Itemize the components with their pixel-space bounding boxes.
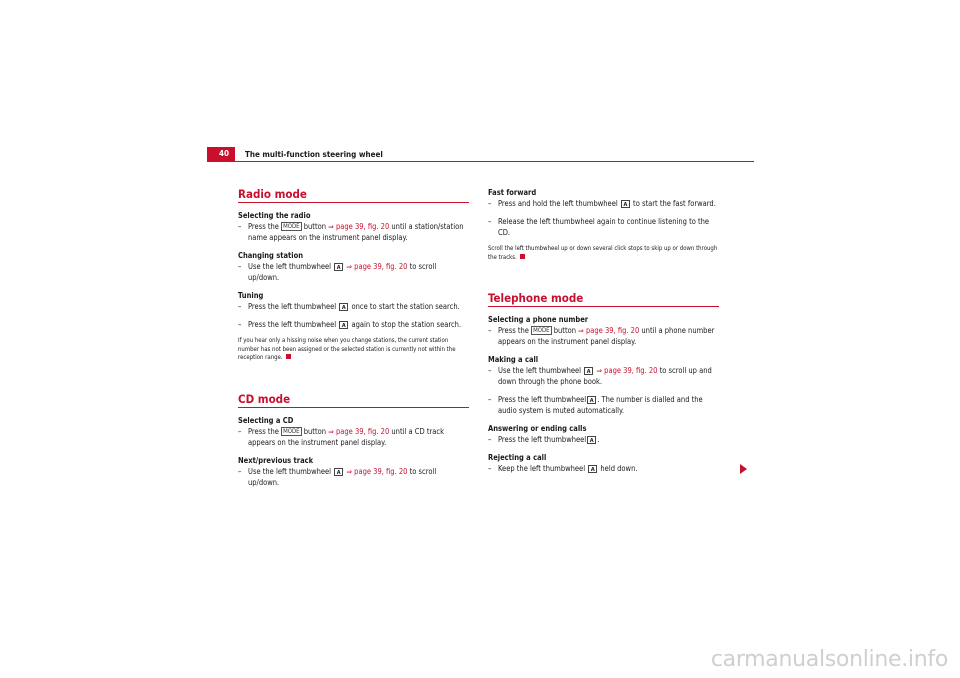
answering-ending-calls-subheading: Answering or ending calls — [488, 424, 587, 433]
running-title: The multi-function steering wheel — [245, 150, 383, 159]
thumbwheel-a-icon: A — [334, 263, 343, 271]
step-stop-search: – Press the left thumbwheel A again to stop the station search. — [238, 319, 469, 330]
selecting-cd-subheading: Selecting a CD — [238, 415, 294, 425]
right-column — [488, 187, 719, 474]
changing-station-subheading: Changing station — [238, 251, 304, 260]
step-select-radio: – Press the MODE button ⇒ page 39, fig. 20 until a station/station name appears on the instrument panel display. — [238, 221, 469, 243]
step-start-search: – Press the left thumbwheel A once to start the station search. — [238, 301, 469, 312]
tuning-subheading: Tuning — [238, 291, 264, 300]
fast-forward-subheading: Fast forward — [488, 188, 537, 197]
step-scroll-phonebook: – Use the left thumbwheel A ⇒ page 39, fig. 20 to scroll up and down through the phone book. — [488, 365, 719, 387]
thumbwheel-a-icon: A — [588, 465, 597, 473]
step-change-station: – Use the left thumbwheel A ⇒ page 39, fig. 20 to scroll up/down. — [238, 261, 469, 283]
mode-button-key: MODE — [283, 427, 300, 435]
selecting-radio-subheading: Selecting the radio — [238, 211, 311, 220]
page-reference-link[interactable]: ⇒ page 39, fig. 20 — [346, 262, 408, 271]
radio-note: If you hear only a hissing noise when you change stations, the current station number has not been assigned or the selected station is currently not within the reception range. — [238, 337, 456, 361]
mode-button-key: MODE — [283, 223, 300, 230]
step-select-cd: – Press the MODE button ⇒ page 39, fig. 20 until a CD track appears on the instrument panel display. — [238, 426, 469, 448]
step-fast-forward: – Press and hold the left thumbwheel A to start the fast forward. — [488, 198, 719, 209]
step-answer-call: – Press the left thumbwheel A . — [488, 434, 719, 445]
thumbwheel-a-icon: A — [339, 321, 348, 329]
telephone-mode-heading: Telephone mode — [488, 291, 719, 307]
next-previous-track-subheading: Next/previous track — [238, 455, 314, 465]
page-reference-link[interactable]: ⇒ page 39, fig. 20 — [328, 222, 390, 231]
step-dial-number: – Press the left thumbwheel A . The number is dialled and the audio system is muted automatically. — [488, 394, 719, 416]
cd-mode-heading: CD mode — [238, 392, 469, 408]
step-select-phone: – Press the MODE button ⇒ page 39, fig. 20 until a phone number appears on the instrument panel display. — [488, 325, 719, 347]
thumbwheel-a-icon: A — [334, 468, 343, 476]
cd-note: Scroll the left thumbwheel up or down several click stops to skip up or down through the tracks. — [488, 245, 718, 261]
step-next-track: – Use the left thumbwheel A ⇒ page 39, fig. 20 to scroll up/down. — [238, 466, 469, 488]
making-call-subheading: Making a call — [488, 355, 539, 364]
rejecting-call-subheading: Rejecting a call — [488, 453, 547, 462]
thumbwheel-a-icon: A — [587, 396, 596, 404]
page-reference-link[interactable]: ⇒ page 39, fig. 20 — [578, 326, 640, 335]
next-page-arrow-icon — [740, 464, 747, 474]
radio-mode-heading: Radio mode — [238, 187, 469, 203]
step-release-thumbwheel: – Release the left thumbwheel again to continue listening to the CD. — [488, 216, 719, 238]
page-reference-link[interactable]: ⇒ page 39, fig. 20 — [346, 466, 408, 476]
header-rule — [207, 161, 754, 162]
thumbwheel-a-icon: A — [339, 303, 348, 311]
page-reference-link[interactable]: ⇒ page 39, fig. 20 — [328, 426, 390, 436]
thumbwheel-a-icon: A — [584, 367, 593, 375]
mode-button-key: MODE — [533, 327, 550, 334]
step-reject-call: – Keep the left thumbwheel A held down. — [488, 463, 719, 474]
watermark: carmanualsonline.info — [710, 647, 948, 672]
section-end-icon — [520, 254, 525, 259]
section-end-icon — [286, 354, 291, 359]
page-number: 40 — [207, 147, 235, 161]
page-reference-link[interactable]: ⇒ page 39, fig. 20 — [596, 366, 658, 375]
selecting-phone-number-subheading: Selecting a phone number — [488, 315, 589, 324]
left-column — [238, 187, 469, 488]
thumbwheel-a-icon: A — [587, 436, 596, 444]
thumbwheel-a-icon: A — [621, 200, 630, 208]
